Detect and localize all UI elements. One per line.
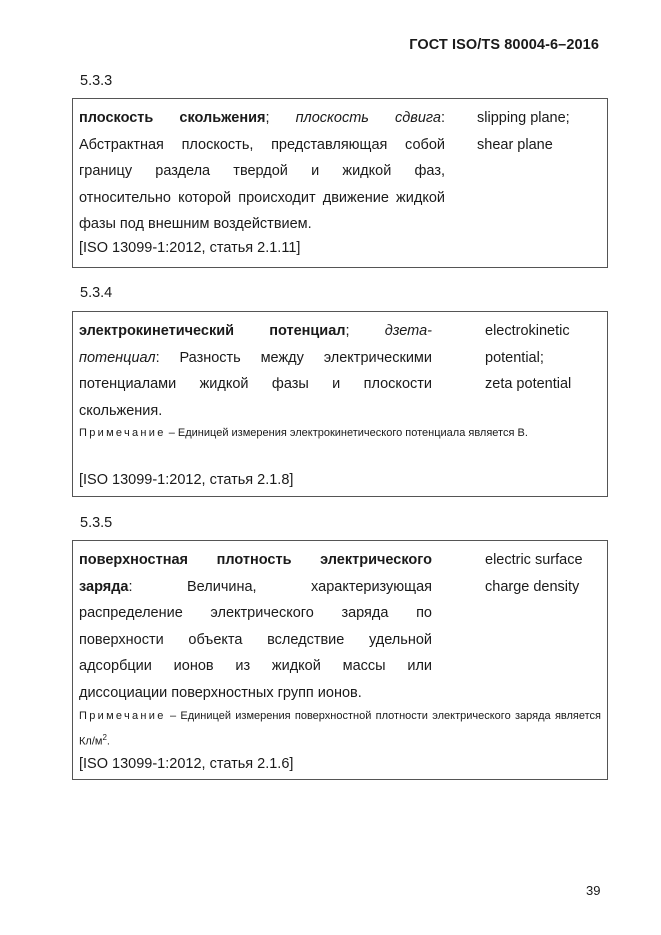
term: плоскость скольжения: [79, 110, 266, 126]
source-reference: [ISO 13099-1:2012, статья 2.1.8]: [79, 472, 294, 488]
term-definition: электрокинетический потенциал; дзета-потенциал: Разность между электрическими потенциалами жидкой фазы и плоскости скольжения.: [79, 323, 432, 419]
document-header: ГОСТ ISO/TS 80004-6–2016: [409, 37, 599, 53]
english-term: electrokinetic potential; zeta potential: [485, 323, 572, 392]
note-superscript: 2: [102, 733, 107, 742]
term-entry: [72, 98, 608, 268]
english-term: slipping plane; shear plane: [477, 110, 570, 153]
section-number: 5.3.5: [80, 515, 113, 531]
note-label: Примечание: [79, 427, 166, 439]
definition: Разность между электрическими потенциалами жидкой фазы и плоскости скольжения.: [79, 349, 432, 419]
section-number: 5.3.4: [80, 285, 113, 301]
note: Примечание – Единицей измерения поверхностной плотности электрического заряда является $Кл/м^2$.: [79, 710, 601, 748]
page-number: 39: [586, 883, 601, 898]
term-entry: [72, 311, 608, 497]
term: электрокинетический потенциал: [79, 323, 346, 339]
note: [79, 423, 601, 444]
term-definition: плоскость скольжения; плоскость сдвига: Абстрактная плоскость, представляющая собой границу раздела твердой и жидкой фаз, относительно которой происходит движение жидкой фазы под внешним воздействием.: [79, 110, 445, 232]
note-label: Примечание: [79, 710, 166, 722]
term-definition: поверхностная плотность электрического заряда: Величина, характеризующая распределение электрического заряда по поверхности объекта вследствие удельной адсорбции ионов из жидкой массы или диссоциации поверхностных групп ионов.: [79, 552, 432, 701]
english-term: electric surface charge density: [485, 552, 583, 595]
synonym: плоскость сдвига: [295, 110, 441, 126]
section-number: 5.3.3: [80, 73, 113, 89]
source-reference: [ISO 13099-1:2012, статья 2.1.11]: [79, 240, 301, 256]
term: поверхностная плотность электрического заряда: [79, 552, 432, 595]
synonym: дзета-потенциал: [79, 323, 432, 366]
definition: Величина, характеризующая распределение электрического заряда по поверхности объекта вследствие удельной адсорбции ионов из жидкой массы или диссоциации поверхностных групп ионов.: [79, 578, 432, 701]
note-text: – Единицей измерения электрокинетического потенциала является В.: [165, 427, 528, 439]
source-reference: [ISO 13099-1:2012, статья 2.1.6]: [79, 756, 294, 772]
definition: Абстрактная плоскость, представляющая собой границу раздела твердой и жидкой фаз, относительно которой происходит движение жидкой фазы под внешним воздействием.: [79, 136, 445, 232]
term-entry: [72, 540, 608, 780]
note-text: – Единицей измерения поверхностной плотности электрического заряда является Кл/м: [79, 710, 601, 748]
